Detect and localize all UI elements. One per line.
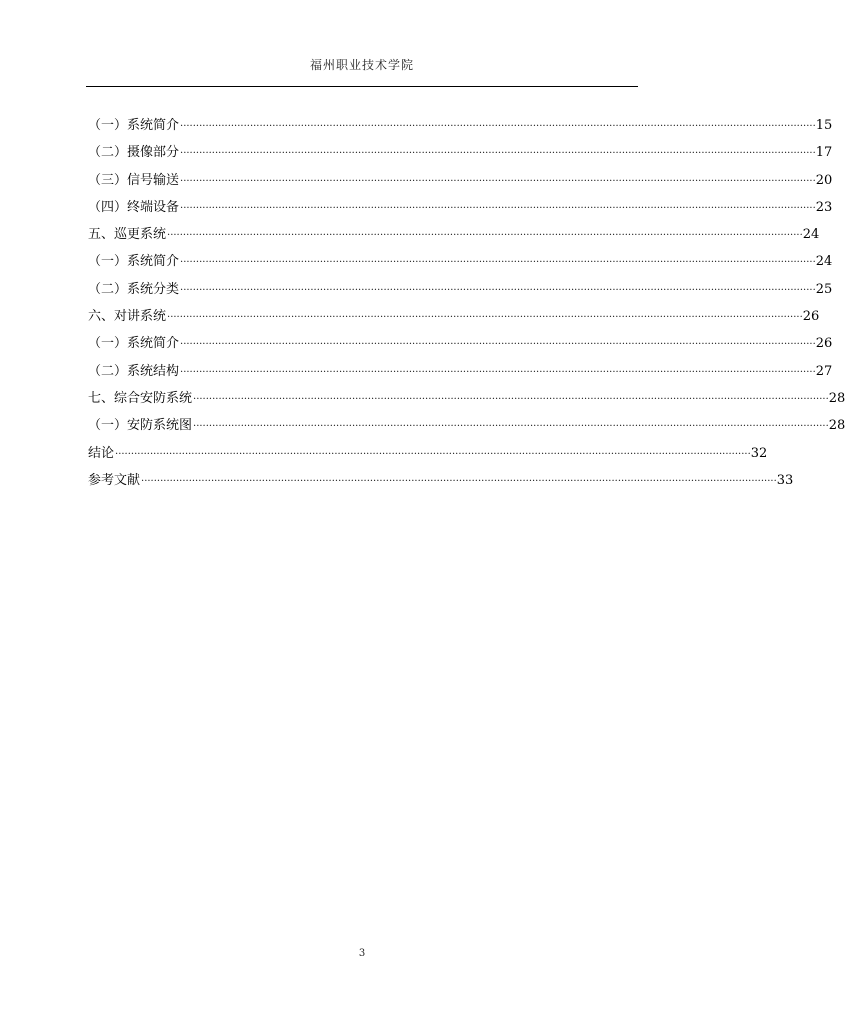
toc-leader-dots: ········································································································································································································ <box>180 284 816 296</box>
toc-leader-dots: ········································································································································································································ <box>180 175 816 187</box>
toc-leader-dots: ········································································································································································································ <box>167 230 803 242</box>
toc-entry <box>88 116 833 143</box>
toc-entry <box>88 198 833 225</box>
toc-leader-dots: ········································································································································································································ <box>141 475 777 487</box>
toc-leader-dots: ········································································································································································································ <box>180 366 816 378</box>
toc-entry <box>88 307 820 334</box>
toc-entry-label: 结论 <box>88 445 115 461</box>
toc-entry-page: 20 <box>815 172 833 188</box>
toc-entry <box>88 444 768 471</box>
toc-entry-page: 24 <box>802 227 820 243</box>
page-number: 3 <box>358 948 366 959</box>
toc-entry-label: （一）安防系统图 <box>88 418 193 434</box>
toc-entry <box>88 471 794 498</box>
toc-entry-page: 23 <box>815 199 833 215</box>
toc-entry-page: 25 <box>815 281 833 297</box>
toc-entry-label: 六、对讲系统 <box>88 309 167 325</box>
page-header-title: 福州职业技术学院 <box>309 58 414 72</box>
toc-entry <box>88 171 833 198</box>
toc-leader-dots: ········································································································································································································ <box>180 121 816 132</box>
toc-leader-dots: ········································································································································································································ <box>193 421 829 433</box>
toc-entry <box>88 225 820 252</box>
table-of-contents <box>88 116 845 498</box>
toc-entry-label: （四）终端设备 <box>88 199 180 215</box>
toc-entry <box>88 280 833 307</box>
toc-entry <box>88 334 833 361</box>
toc-leader-dots: ········································································································································································································ <box>180 148 816 160</box>
toc-leader-dots: ········································································································································································································ <box>180 339 816 351</box>
toc-leader-dots: ········································································································································································································ <box>115 448 751 460</box>
toc-entry-page: 24 <box>815 254 833 270</box>
toc-entry-label: （二）摄像部分 <box>88 145 180 161</box>
toc-entry <box>88 252 833 279</box>
toc-entry-page: 15 <box>815 118 833 133</box>
toc-leader-dots: ········································································································································································································ <box>180 257 816 269</box>
toc-entry <box>88 143 833 170</box>
toc-entry-page: 28 <box>828 390 845 406</box>
toc-entry-label: （二）系统结构 <box>88 363 180 379</box>
toc-entry-label: （三）信号输送 <box>88 172 180 188</box>
toc-entry <box>88 389 845 416</box>
toc-entry-page: 33 <box>776 472 794 488</box>
toc-entry-page: 17 <box>815 145 833 161</box>
toc-entry-label: （一）系统简介 <box>88 336 180 352</box>
toc-entry-label: （一）系统简介 <box>88 118 180 133</box>
toc-entry-label: 七、综合安防系统 <box>88 390 193 406</box>
toc-leader-dots: ········································································································································································································ <box>167 312 803 324</box>
toc-entry-page: 32 <box>750 445 768 461</box>
toc-entry-page: 28 <box>828 418 845 434</box>
toc-leader-dots: ········································································································································································································ <box>193 393 829 405</box>
toc-entry-label: （一）系统简介 <box>88 254 180 270</box>
toc-entry-page: 27 <box>815 363 833 379</box>
toc-entry <box>88 362 833 389</box>
toc-leader-dots: ········································································································································································································ <box>180 202 816 214</box>
toc-entry-label: 五、巡更系统 <box>88 227 167 243</box>
toc-entry-page: 26 <box>802 309 820 325</box>
toc-entry-page: 26 <box>815 336 833 352</box>
toc-entry-label: 参考文献 <box>88 472 141 488</box>
toc-entry <box>88 416 845 443</box>
header-divider <box>86 86 638 87</box>
toc-entry-label: （二）系统分类 <box>88 281 180 297</box>
